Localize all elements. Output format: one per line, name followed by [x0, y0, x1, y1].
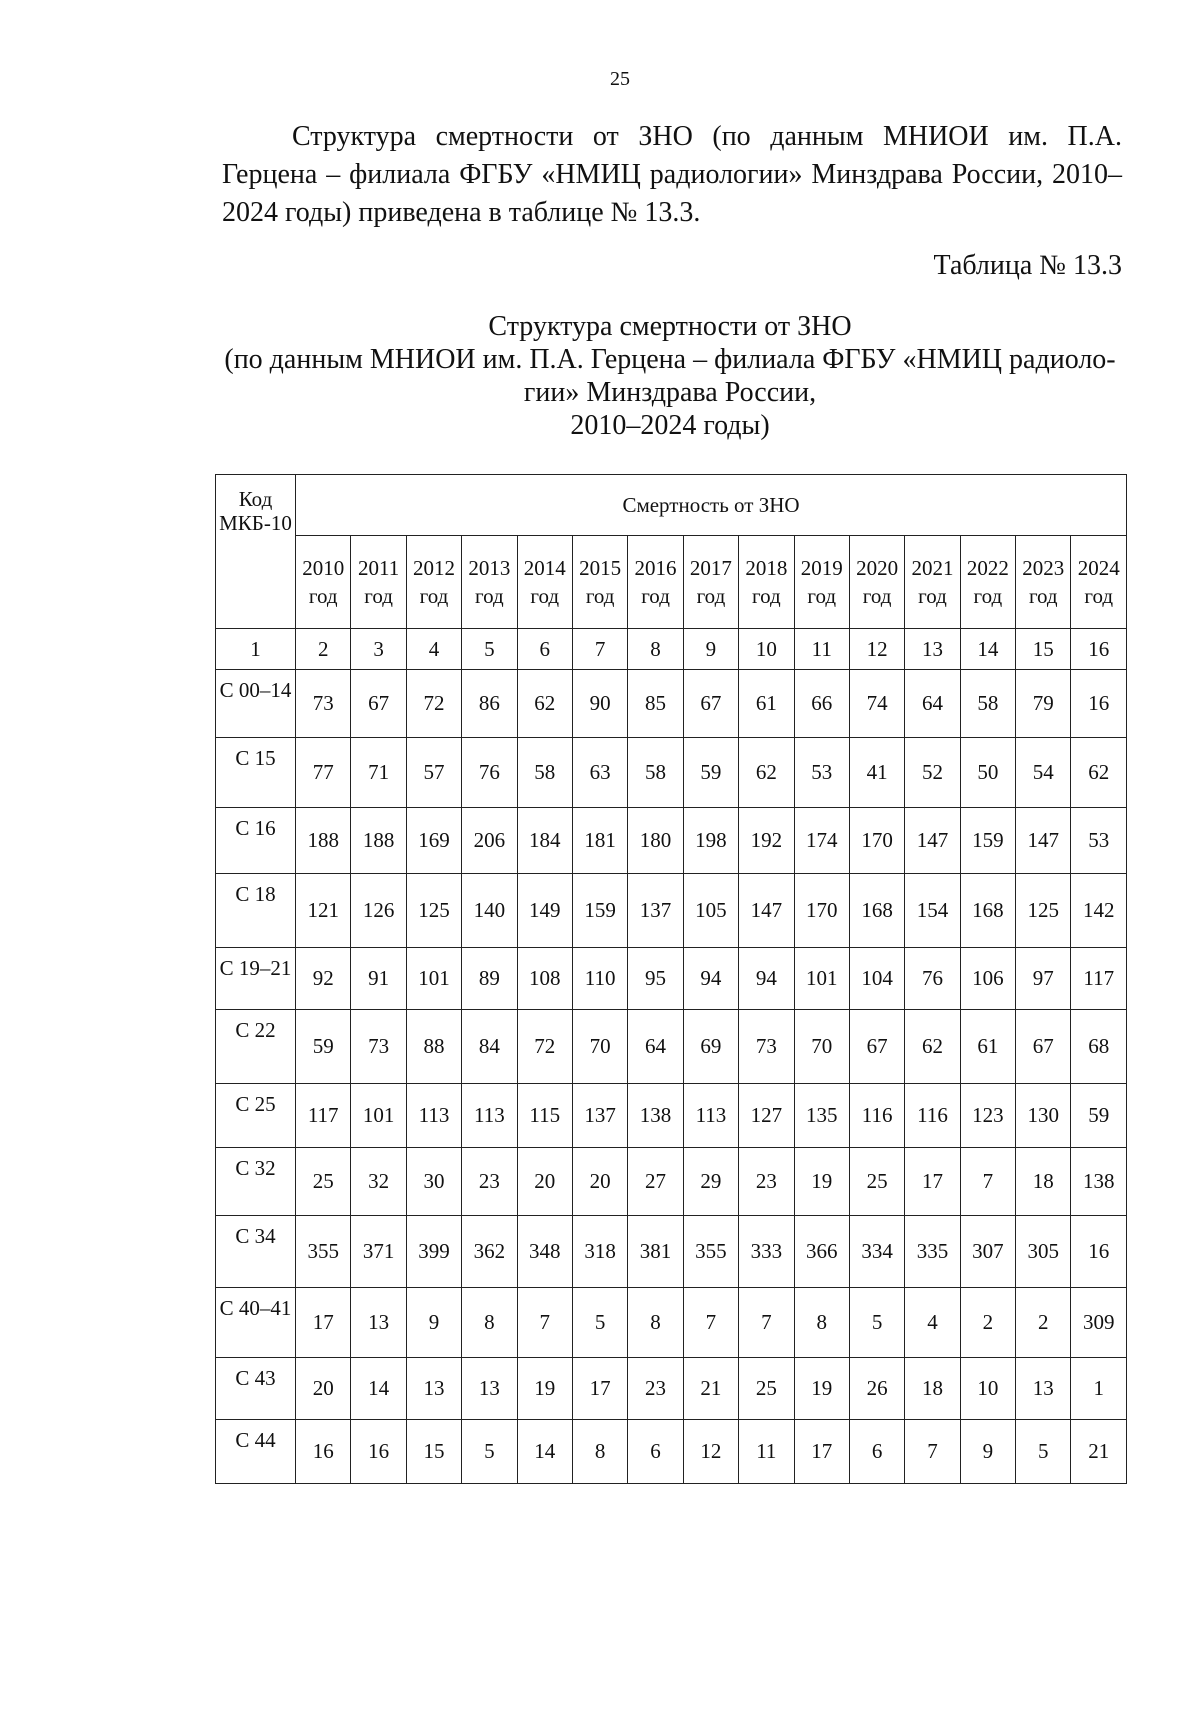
- mortality-value-cell: 62: [739, 738, 794, 808]
- mortality-value-cell: 58: [960, 670, 1015, 738]
- mortality-value-cell: 5: [572, 1288, 627, 1358]
- year-suffix: год: [696, 584, 726, 608]
- mortality-value-cell: 116: [905, 1084, 960, 1148]
- mortality-value-cell: 89: [462, 948, 517, 1010]
- mortality-value-cell: 117: [1071, 948, 1127, 1010]
- table-title-line: гии» Минздрава России,: [523, 377, 817, 408]
- mortality-value-cell: 184: [517, 808, 572, 874]
- mortality-value-cell: 27: [628, 1148, 683, 1216]
- year-label: 2015: [579, 556, 622, 580]
- mortality-value-cell: 15: [406, 1420, 461, 1484]
- table-title-line: (по данным МНИОИ им. П.А. Герцена – филиала ФГБУ «НМИЦ радиоло-: [224, 344, 1116, 375]
- mortality-value-cell: 17: [794, 1420, 849, 1484]
- mortality-value-cell: 62: [517, 670, 572, 738]
- mortality-value-cell: 140: [462, 874, 517, 948]
- mortality-value-cell: 23: [739, 1148, 794, 1216]
- column-number: 10: [739, 629, 794, 670]
- mortality-value-cell: 147: [905, 808, 960, 874]
- mortality-value-cell: 14: [351, 1358, 406, 1420]
- year-header: [960, 536, 1015, 629]
- year-header: [296, 536, 351, 629]
- mortality-value-cell: 90: [572, 670, 627, 738]
- mortality-value-cell: 135: [794, 1084, 849, 1148]
- mortality-value-cell: 16: [351, 1420, 406, 1484]
- mortality-value-cell: 76: [905, 948, 960, 1010]
- mortality-value-cell: 206: [462, 808, 517, 874]
- mortality-value-cell: 50: [960, 738, 1015, 808]
- icd-code-cell: С 40–41: [216, 1288, 296, 1358]
- mortality-value-cell: 101: [794, 948, 849, 1010]
- mortality-value-cell: 125: [406, 874, 461, 948]
- mortality-value-cell: 137: [628, 874, 683, 948]
- mortality-value-cell: 13: [406, 1358, 461, 1420]
- mortality-value-cell: 130: [1016, 1084, 1071, 1148]
- mortality-value-cell: 69: [683, 1010, 738, 1084]
- mortality-value-cell: 7: [739, 1288, 794, 1358]
- mortality-value-cell: 79: [1016, 670, 1071, 738]
- mortality-table: [215, 474, 1127, 1484]
- mortality-value-cell: 13: [351, 1288, 406, 1358]
- mortality-value-cell: 170: [849, 808, 904, 874]
- mortality-value-cell: 70: [794, 1010, 849, 1084]
- mortality-value-cell: 21: [1071, 1420, 1127, 1484]
- year-suffix: год: [641, 584, 670, 608]
- mortality-value-cell: 5: [849, 1288, 904, 1358]
- year-label: 2018: [745, 556, 788, 580]
- mortality-value-cell: 125: [1016, 874, 1071, 948]
- mortality-value-cell: 58: [628, 738, 683, 808]
- mortality-value-cell: 121: [296, 874, 351, 948]
- mortality-value-cell: 20: [517, 1148, 572, 1216]
- mortality-value-cell: 7: [905, 1420, 960, 1484]
- mortality-value-cell: 72: [517, 1010, 572, 1084]
- mortality-value-cell: 20: [296, 1358, 351, 1420]
- mortality-value-cell: 371: [351, 1216, 406, 1288]
- column-number: 9: [683, 629, 738, 670]
- mortality-value-cell: 366: [794, 1216, 849, 1288]
- mortality-value-cell: 113: [406, 1084, 461, 1148]
- mortality-value-cell: 348: [517, 1216, 572, 1288]
- mortality-value-cell: 86: [462, 670, 517, 738]
- year-suffix: год: [807, 584, 837, 608]
- mortality-value-cell: 64: [628, 1010, 683, 1084]
- column-number: 15: [1016, 629, 1071, 670]
- mortality-value-cell: 305: [1016, 1216, 1071, 1288]
- mortality-value-cell: 106: [960, 948, 1015, 1010]
- mortality-value-cell: 64: [905, 670, 960, 738]
- mortality-header: Смертность от ЗНО: [296, 475, 1127, 536]
- column-number: 1: [216, 629, 296, 670]
- mortality-value-cell: 59: [1071, 1084, 1127, 1148]
- mortality-value-cell: 8: [628, 1288, 683, 1358]
- mortality-value-cell: 105: [683, 874, 738, 948]
- mortality-value-cell: 110: [572, 948, 627, 1010]
- icd-code-cell: С 43: [216, 1358, 296, 1420]
- mortality-value-cell: 61: [960, 1010, 1015, 1084]
- column-number: 11: [794, 629, 849, 670]
- year-label: 2017: [689, 556, 732, 580]
- year-suffix: год: [308, 584, 338, 608]
- mortality-value-cell: 188: [351, 808, 406, 874]
- mortality-value-cell: 97: [1016, 948, 1071, 1010]
- year-suffix: год: [973, 584, 1003, 608]
- mortality-value-cell: 147: [1016, 808, 1071, 874]
- mortality-value-cell: 41: [849, 738, 904, 808]
- mortality-value-cell: 381: [628, 1216, 683, 1288]
- year-header: [572, 536, 627, 629]
- year-label: 2024: [1077, 556, 1120, 580]
- year-suffix: год: [364, 584, 393, 608]
- mortality-value-cell: 32: [351, 1148, 406, 1216]
- mortality-value-cell: 72: [406, 670, 461, 738]
- mortality-value-cell: 104: [849, 948, 904, 1010]
- mortality-value-cell: 53: [794, 738, 849, 808]
- icd-code-cell: С 34: [216, 1216, 296, 1288]
- mortality-value-cell: 17: [572, 1358, 627, 1420]
- year-label: 2022: [966, 556, 1009, 580]
- mortality-value-cell: 13: [1016, 1358, 1071, 1420]
- year-header: [905, 536, 960, 629]
- mortality-value-cell: 63: [572, 738, 627, 808]
- mortality-value-cell: 318: [572, 1216, 627, 1288]
- year-label: 2019: [800, 556, 843, 580]
- column-number: 16: [1071, 629, 1127, 670]
- mortality-value-cell: 101: [406, 948, 461, 1010]
- year-header: [739, 536, 794, 629]
- mortality-value-cell: 17: [905, 1148, 960, 1216]
- mortality-value-cell: 399: [406, 1216, 461, 1288]
- icd-code-cell: С 18: [216, 874, 296, 948]
- column-number: 8: [628, 629, 683, 670]
- mortality-value-cell: 142: [1071, 874, 1127, 948]
- icd-code-cell: С 19–21: [216, 948, 296, 1010]
- table-row: [216, 738, 1127, 808]
- mortality-value-cell: 9: [960, 1420, 1015, 1484]
- mortality-value-cell: 10: [960, 1358, 1015, 1420]
- mortality-value-cell: 52: [905, 738, 960, 808]
- mortality-value-cell: 66: [794, 670, 849, 738]
- mortality-value-cell: 21: [683, 1358, 738, 1420]
- mortality-value-cell: 138: [628, 1084, 683, 1148]
- mortality-value-cell: 77: [296, 738, 351, 808]
- mortality-value-cell: 6: [628, 1420, 683, 1484]
- mortality-value-cell: 26: [849, 1358, 904, 1420]
- year-header: [351, 536, 406, 629]
- table-row: [216, 948, 1127, 1010]
- mortality-value-cell: 5: [1016, 1420, 1071, 1484]
- mortality-value-cell: 62: [905, 1010, 960, 1084]
- mortality-value-cell: 4: [905, 1288, 960, 1358]
- mortality-value-cell: 67: [849, 1010, 904, 1084]
- column-number: 12: [849, 629, 904, 670]
- mortality-value-cell: 198: [683, 808, 738, 874]
- mortality-value-cell: 355: [296, 1216, 351, 1288]
- year-header: [849, 536, 904, 629]
- mortality-value-cell: 113: [462, 1084, 517, 1148]
- mortality-value-cell: 19: [794, 1148, 849, 1216]
- year-label: 2012: [412, 556, 455, 580]
- year-suffix: год: [530, 584, 560, 608]
- mortality-value-cell: 2: [960, 1288, 1015, 1358]
- mortality-value-cell: 159: [960, 808, 1015, 874]
- year-suffix: год: [475, 584, 504, 608]
- mortality-value-cell: 59: [296, 1010, 351, 1084]
- mortality-value-cell: 17: [296, 1288, 351, 1358]
- mortality-value-cell: 84: [462, 1010, 517, 1084]
- column-number: 3: [351, 629, 406, 670]
- mortality-value-cell: 180: [628, 808, 683, 874]
- mortality-value-cell: 67: [351, 670, 406, 738]
- mortality-value-cell: 8: [572, 1420, 627, 1484]
- table-title: [220, 310, 1120, 442]
- icd-code-cell: С 15: [216, 738, 296, 808]
- icd-code-cell: С 22: [216, 1010, 296, 1084]
- year-suffix: год: [862, 584, 892, 608]
- mortality-value-cell: 335: [905, 1216, 960, 1288]
- table-row: [216, 1148, 1127, 1216]
- mortality-value-cell: 53: [1071, 808, 1127, 874]
- mortality-value-cell: 188: [296, 808, 351, 874]
- mortality-value-cell: 117: [296, 1084, 351, 1148]
- mortality-value-cell: 73: [739, 1010, 794, 1084]
- mortality-value-cell: 2: [1016, 1288, 1071, 1358]
- year-label: 2021: [911, 556, 954, 580]
- mortality-value-cell: 137: [572, 1084, 627, 1148]
- column-number-row: [216, 629, 1127, 670]
- mortality-value-cell: 73: [296, 670, 351, 738]
- mortality-value-cell: 149: [517, 874, 572, 948]
- table-row: [216, 1010, 1127, 1084]
- mortality-value-cell: 169: [406, 808, 461, 874]
- mortality-value-cell: 76: [462, 738, 517, 808]
- mortality-value-cell: 355: [683, 1216, 738, 1288]
- mortality-value-cell: 94: [683, 948, 738, 1010]
- year-header: [406, 536, 461, 629]
- table-row: [216, 1084, 1127, 1148]
- mortality-value-cell: 11: [739, 1420, 794, 1484]
- mortality-value-cell: 88: [406, 1010, 461, 1084]
- mortality-value-cell: 7: [683, 1288, 738, 1358]
- mortality-value-cell: 168: [960, 874, 1015, 948]
- mortality-value-cell: 23: [462, 1148, 517, 1216]
- mortality-value-cell: 5: [462, 1420, 517, 1484]
- mortality-value-cell: 14: [517, 1420, 572, 1484]
- mortality-value-cell: 30: [406, 1148, 461, 1216]
- mortality-value-cell: 13: [462, 1358, 517, 1420]
- mortality-value-cell: 94: [739, 948, 794, 1010]
- year-header: [462, 536, 517, 629]
- mortality-value-cell: 7: [960, 1148, 1015, 1216]
- year-header: [628, 536, 683, 629]
- year-header: [794, 536, 849, 629]
- year-header: [517, 536, 572, 629]
- table-row: [216, 1216, 1127, 1288]
- mortality-value-cell: 12: [683, 1420, 738, 1484]
- year-label: 2014: [523, 556, 566, 580]
- mortality-value-cell: 57: [406, 738, 461, 808]
- mortality-value-cell: 73: [351, 1010, 406, 1084]
- mortality-value-cell: 170: [794, 874, 849, 948]
- mortality-value-cell: 71: [351, 738, 406, 808]
- year-header: [1016, 536, 1071, 629]
- mortality-value-cell: 362: [462, 1216, 517, 1288]
- mortality-value-cell: 25: [739, 1358, 794, 1420]
- mortality-value-cell: 333: [739, 1216, 794, 1288]
- mortality-value-cell: 58: [517, 738, 572, 808]
- year-label: 2013: [468, 556, 511, 580]
- mortality-value-cell: 115: [517, 1084, 572, 1148]
- mortality-value-cell: 25: [296, 1148, 351, 1216]
- mortality-value-cell: 309: [1071, 1288, 1127, 1358]
- mortality-value-cell: 67: [683, 670, 738, 738]
- table-title-line: Структура смертности от ЗНО: [488, 311, 852, 342]
- column-number: 5: [462, 629, 517, 670]
- year-header: [683, 536, 738, 629]
- mortality-value-cell: 192: [739, 808, 794, 874]
- mortality-value-cell: 23: [628, 1358, 683, 1420]
- code-column-header: Код МКБ-10: [216, 475, 296, 629]
- mortality-value-cell: 70: [572, 1010, 627, 1084]
- mortality-value-cell: 59: [683, 738, 738, 808]
- mortality-value-cell: 16: [1071, 1216, 1127, 1288]
- mortality-value-cell: 29: [683, 1148, 738, 1216]
- page-number: 25: [610, 68, 630, 90]
- year-header: [1071, 536, 1127, 629]
- mortality-value-cell: 113: [683, 1084, 738, 1148]
- mortality-value-cell: 8: [794, 1288, 849, 1358]
- year-label: 2020: [856, 556, 899, 580]
- column-number: 6: [517, 629, 572, 670]
- year-suffix: год: [419, 584, 449, 608]
- table-row: [216, 670, 1127, 738]
- mortality-value-cell: 67: [1016, 1010, 1071, 1084]
- table-row: [216, 808, 1127, 874]
- column-number: 13: [905, 629, 960, 670]
- year-label: 2010: [302, 556, 345, 580]
- year-suffix: год: [1084, 584, 1114, 608]
- mortality-value-cell: 54: [1016, 738, 1071, 808]
- icd-code-cell: С 25: [216, 1084, 296, 1148]
- mortality-value-cell: 95: [628, 948, 683, 1010]
- column-number: 14: [960, 629, 1015, 670]
- mortality-value-cell: 16: [1071, 670, 1127, 738]
- mortality-value-cell: 91: [351, 948, 406, 1010]
- mortality-value-cell: 6: [849, 1420, 904, 1484]
- mortality-value-cell: 116: [849, 1084, 904, 1148]
- year-suffix: год: [585, 584, 615, 608]
- table-row: [216, 1358, 1127, 1420]
- mortality-value-cell: 19: [517, 1358, 572, 1420]
- mortality-value-cell: 25: [849, 1148, 904, 1216]
- mortality-value-cell: 181: [572, 808, 627, 874]
- mortality-value-cell: 123: [960, 1084, 1015, 1148]
- mortality-value-cell: 92: [296, 948, 351, 1010]
- intro-paragraph: Структура смертности от ЗНО (по данным МНИОИ им. П.А. Герцена – филиала ФГБУ «НМИЦ радиологии» Минздрава России, 2010–2024 годы) приведена в таблице № 13.3.: [222, 121, 1122, 228]
- mortality-value-cell: 18: [905, 1358, 960, 1420]
- mortality-value-cell: 7: [517, 1288, 572, 1358]
- mortality-value-cell: 19: [794, 1358, 849, 1420]
- table-row: [216, 1288, 1127, 1358]
- column-number: 7: [572, 629, 627, 670]
- mortality-value-cell: 127: [739, 1084, 794, 1148]
- icd-code-cell: С 00–14: [216, 670, 296, 738]
- year-label: 2011: [357, 556, 400, 580]
- mortality-value-cell: 16: [296, 1420, 351, 1484]
- year-label: 2023: [1022, 556, 1065, 580]
- mortality-value-cell: 68: [1071, 1010, 1127, 1084]
- mortality-value-cell: 8: [462, 1288, 517, 1358]
- icd-code-cell: С 32: [216, 1148, 296, 1216]
- mortality-value-cell: 138: [1071, 1148, 1127, 1216]
- mortality-value-cell: 159: [572, 874, 627, 948]
- mortality-value-cell: 147: [739, 874, 794, 948]
- year-suffix: год: [1028, 584, 1058, 608]
- mortality-value-cell: 307: [960, 1216, 1015, 1288]
- mortality-value-cell: 61: [739, 670, 794, 738]
- mortality-value-cell: 20: [572, 1148, 627, 1216]
- mortality-value-cell: 62: [1071, 738, 1127, 808]
- mortality-value-cell: 1: [1071, 1358, 1127, 1420]
- mortality-value-cell: 74: [849, 670, 904, 738]
- mortality-value-cell: 18: [1016, 1148, 1071, 1216]
- mortality-value-cell: 85: [628, 670, 683, 738]
- column-number: 4: [406, 629, 461, 670]
- icd-code-cell: С 44: [216, 1420, 296, 1484]
- table-row: [216, 874, 1127, 948]
- year-label: 2016: [634, 556, 677, 580]
- table-number: Таблица № 13.3: [933, 250, 1122, 281]
- mortality-value-cell: 168: [849, 874, 904, 948]
- mortality-value-cell: 334: [849, 1216, 904, 1288]
- mortality-value-cell: 154: [905, 874, 960, 948]
- mortality-value-cell: 174: [794, 808, 849, 874]
- mortality-value-cell: 108: [517, 948, 572, 1010]
- mortality-value-cell: 9: [406, 1288, 461, 1358]
- icd-code-cell: С 16: [216, 808, 296, 874]
- year-suffix: год: [918, 584, 947, 608]
- table-row: [216, 1420, 1127, 1484]
- mortality-value-cell: 126: [351, 874, 406, 948]
- column-number: 2: [296, 629, 351, 670]
- table-title-line: 2010–2024 годы): [570, 410, 770, 441]
- year-suffix: год: [751, 584, 781, 608]
- mortality-value-cell: 101: [351, 1084, 406, 1148]
